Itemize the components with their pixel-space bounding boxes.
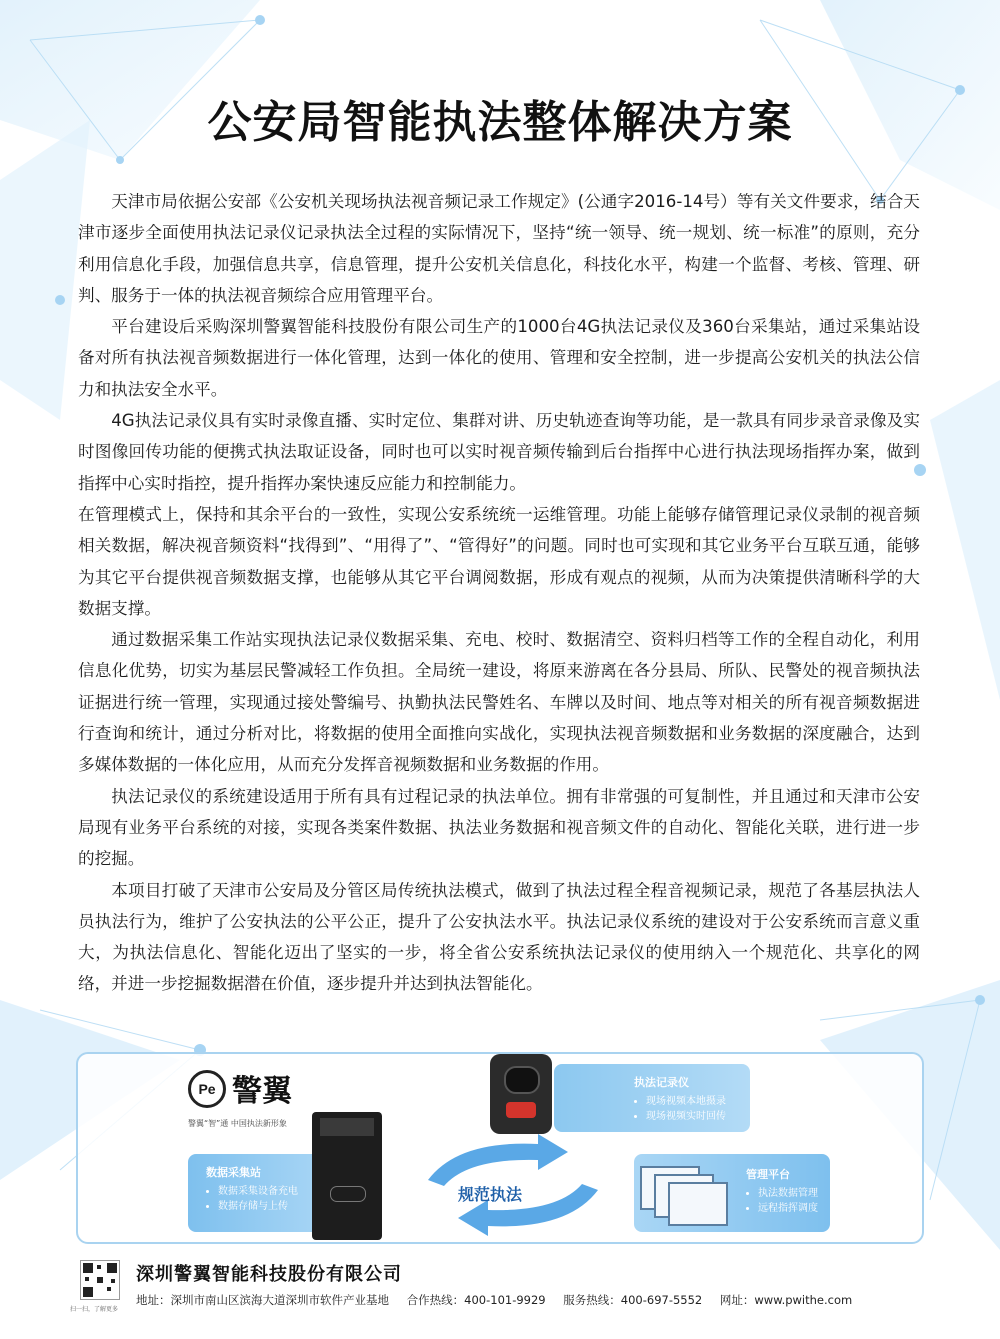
recorder-title: 执法记录仪 [634,1076,689,1089]
recorder-item: • 现场视频实时回传 [646,1109,750,1124]
system-diagram [76,1052,924,1244]
qr-code-icon[interactable] [80,1260,120,1300]
paragraph-2: 平台建设后采购深圳警翼智能科技股份有限公司生产的1000台4G执法记录仪及360台采集站，通过采集站设备对所有执法视音频数据进行一体化管理，达到一体化的使用、管理和安全控制，进一步提高公安机关的执法公信力和执法安全水平。 [78,317,920,399]
logo-mark-icon: Pe [188,1070,226,1108]
recorder-item: • 现场视频本地摄录 [646,1094,750,1109]
paragraph-1: 天津市局依据公安部《公安机关现场执法视音频记录工作规定》(公通字2016-14号）等有关文件要求，结合天津市逐步全面使用执法记录仪记录执法全过程的实际情况下，坚持“统一领导、统一规划、统一标准”的原则，充分利用信息化手段，加强信息共享，信息管理，提升公安机关信息化，科技化水平，构建一个监督、考核、管理、研判、服务于一体的执法视音频综合应用管理平台。 [78,192,920,305]
partner-hotline: 合作热线：400-101-9929 [406,1293,546,1307]
station-box [188,1154,328,1232]
website-link[interactable]: 网址：www.pwithe.com [719,1293,853,1307]
station-item: • 数据存储与上传 [218,1199,328,1214]
logo-name: 警翼 [232,1074,292,1109]
platform-item: • 执法数据管理 [758,1186,830,1201]
footer [0,1252,1000,1339]
recorder-box [554,1064,750,1132]
collection-station-icon [312,1112,382,1240]
paragraph-3: 4G执法记录仪具有实时录像直播、实时定位、集群对讲、历史轨迹查询等功能，是一款具有同步录音录像及实时图像回传功能的便携式执法取证设备，同时也可以实时视音频传输到后台指挥中心进行执法现场指挥办案，做到指挥中心实时指控，提升指挥办案快速反应能力和控制能力。 [78,411,920,493]
qr-caption: 扫一扫，了解更多 [70,1306,119,1313]
address: 地址：深圳市南山区滨海大道深圳市软件产业基地 [136,1293,389,1307]
page-title: 公安局智能执法整体解决方案 [207,97,793,148]
platform-title: 管理平台 [746,1168,790,1181]
paragraph-6: 执法记录仪的系统建设适用于所有具有过程记录的执法单位。拥有非常强的可复制性，并且通过和天津市公安局现有业务平台系统的对接，实现各类案件数据、执法业务数据和视音频文件的自动化、智能化关联，进行进一步的挖掘。 [78,786,920,869]
paragraph-5: 通过数据采集工作站实现执法记录仪数据采集、充电、校时、数据清空、资料归档等工作的全程自动化，利用信息化优势，切实为基层民警减轻工作负担。全局统一建设，将原来游离在各分县局、所队、民警处的视音频执法证据进行统一管理，实现通过接处警编号、执勤执法民警姓名、车牌以及时间、地点等对相关的所有视音频数据进行查询和统计，通过分析对比，将数据的使用全面推向实战化，实现执法视音频数据和业务数据的深度融合，达到多媒体数据的一体化应用，从而充分发挥音视频数据和业务数据的作用。 [78,630,920,775]
article-body [78,186,920,1000]
company-name: 深圳警翼智能科技股份有限公司 [136,1264,402,1285]
station-item: • 数据采集设备充电 [218,1184,328,1199]
logo-slogan: 警翼“智”通 中国执法新形象 [188,1119,287,1128]
contact-line [136,1292,866,1308]
paragraph-7: 本项目打破了天津市公安局及分管区局传统执法模式，做到了执法过程全程音视频记录，规范了各基层执法人员执法行为，维护了公安执法的公平公正，提升了公安执法水平。执法记录仪系统的建设对于公安系统而言意义重大，为执法信息化、智能化迈出了坚实的一步，将全省公安系统执法记录仪的使用纳入一个规范化、共享化的网络，并进一步挖掘数据潜在价值，逐步提升并达到执法智能化。 [78,880,920,994]
center-label: 规范执法 [458,1185,523,1204]
paragraph-4: 在管理模式上，保持和其余平台的一致性，实现公安系统统一运维管理。功能上能够存储管理记录仪录制的视音频相关数据，解决视音频资料“找得到”、“用得了”、“管得好”的问题。同时也可实现和其它业务平台互联互通，能够为其它平台提供视音频数据支撑，也能够从其它平台调阅数据，形成有观点的视频，从而为决策提供清晰科学的大数据支撑。 [78,504,920,618]
station-title: 数据采集站 [206,1166,261,1179]
platform-item: • 远程指挥调度 [758,1201,830,1216]
monitor-screens-icon [640,1166,730,1226]
service-hotline: 服务热线：400-697-5552 [563,1293,703,1307]
body-camera-icon [490,1054,552,1134]
